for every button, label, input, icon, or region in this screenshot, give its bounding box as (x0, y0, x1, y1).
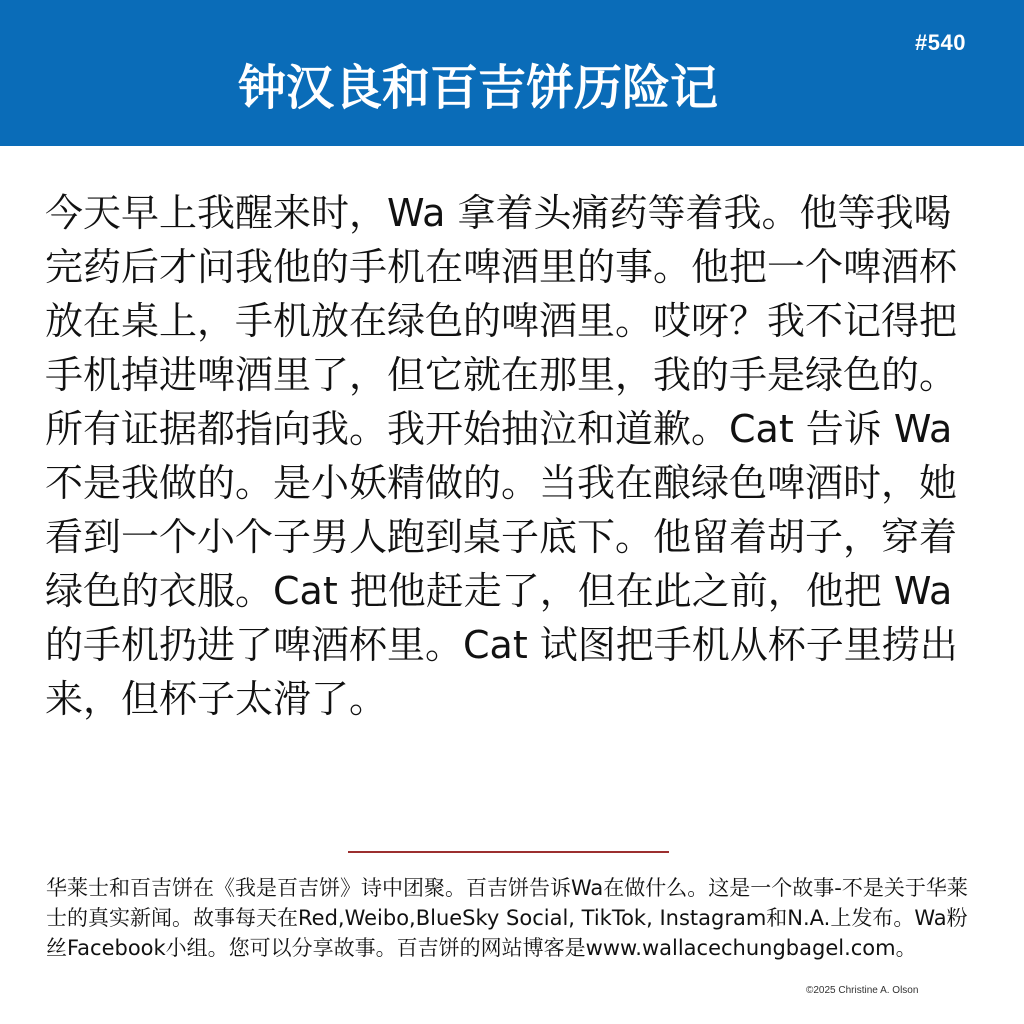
page-title: 钟汉良和百吉饼历险记 (237, 60, 718, 116)
header-banner (0, 0, 1024, 146)
footer-note: 华莱士和百吉饼在《我是百吉饼》诗中团聚。百吉饼告诉Wa在做什么。这是一个故事-不是关于华莱士的真实新闻。故事每天在Red,Weibo,BlueSky Social, TikTok, Instagram和N.A.上发布。Wa粉丝Facebook小组。您可以分享故事。百吉饼的网站博客是www.wallacechungbagel.com。 (46, 876, 968, 960)
copyright-notice: ©2025 Christine A. Olson (806, 985, 919, 996)
episode-number: #540 (915, 30, 966, 55)
divider-line (348, 851, 669, 853)
story-paragraph: 今天早上我醒来时，Wa 拿着头痛药等着我。他等我喝完药后才问我他的手机在啤酒里的事。他把一个啤酒杯放在桌上，手机放在绿色的啤酒里。哎呀？我不记得把手机掉进啤酒里了，但它就在那里，我的手是绿色的。所有证据都指向我。我开始抽泣和道歉。Cat 告诉 Wa 不是我做的。是小妖精做的。当我在酿绿色啤酒时，她看到一个小个子男人跑到桌子底下。他留着胡子，穿着绿色的衣服。Cat 把他赶走了，但在此之前，他把 Wa 的手机扔进了啤酒杯里。Cat 试图把手机从杯子里捞出来，但杯子太滑了。 (45, 191, 958, 721)
